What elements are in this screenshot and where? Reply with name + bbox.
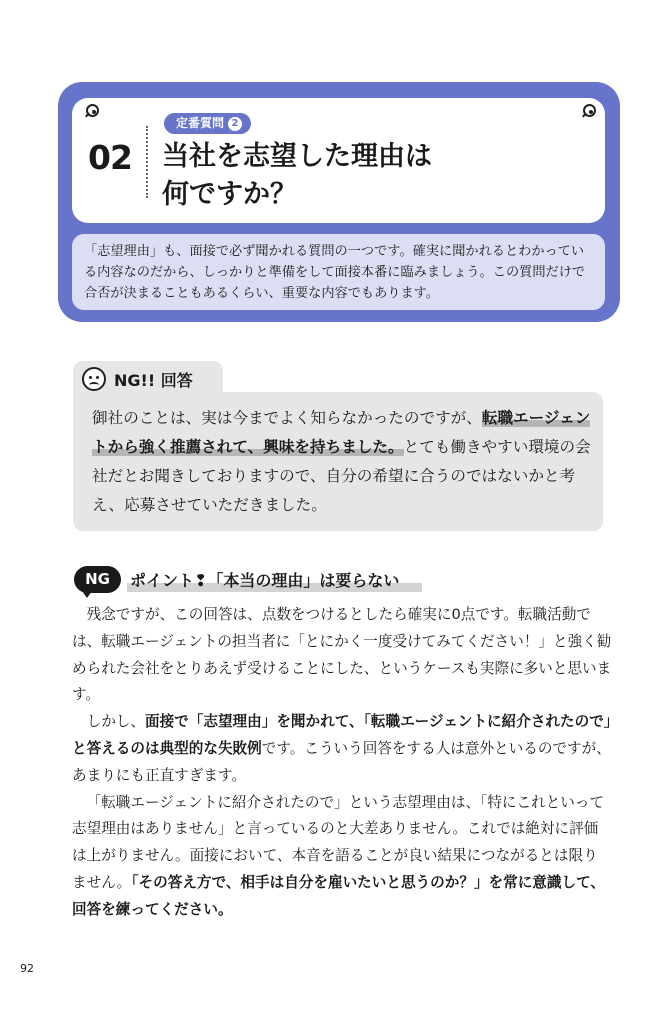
intro-text: 「志望理由」も、面接で必ず聞かれる質問の一つです。確実に聞かれるとわかっている内容なのだから、しっかりと準備をして面接本番に臨みましょう。この質問だけで合否が決まることもあるくらい、重要な内容でもあります。	[84, 244, 586, 301]
ng-text-highlight: 転職エージェントから強く推薦されて、興味を持ちました。	[92, 409, 591, 456]
question-number: 02	[88, 138, 132, 177]
p2-text-a: しかし、	[86, 713, 145, 731]
p3-text-a: 「転職エージェントに紹介されたので」という志望理由は、「特にこれといって志望理由はありません」と言っているのと大差ありません。これでは絶対に評価は上がりません。面接において、本音を語ることが良い結果につながるとは限りません。	[72, 793, 605, 891]
ng-answer-heading: NG!! 回答	[114, 371, 193, 390]
ng-answer-text	[92, 404, 592, 520]
dotted-divider	[146, 126, 148, 198]
magnifier-icon-left	[86, 104, 99, 117]
category-badge	[164, 113, 251, 134]
body-paragraph-1: 残念ですが、この回答は、点数をつけるとしたら確実に0点です。転職活動では、転職エージェントの担当者に「とにかく一度受けてみてください！」と強く勧められた会社をとりあえず受けることにした、というケースも実際に多いと思います。	[72, 606, 612, 704]
body-paragraph-3	[72, 790, 612, 924]
point-heading: ポイント❢「本当の理由」は要らない	[130, 571, 400, 590]
ng-text-after: とても働きやすい環境の会社だとお聞きしておりますので、自分の希望に合うのではないかと考え、応募させていただきました。	[92, 438, 591, 514]
body-paragraph-2	[72, 709, 612, 789]
p2-text-c: です。こういう回答をする人は意外といるのですが、あまりにも正直すぎます。	[72, 739, 611, 784]
page-number: 92	[20, 962, 34, 975]
p3-text-bold: 「その答え方で、相手は自分を雇いたいと思うのか？」を常に意識して、回答を練ってください。	[72, 873, 605, 918]
ng-badge: NG	[74, 566, 121, 593]
magnifier-icon-right	[583, 104, 596, 117]
body-text	[72, 602, 612, 924]
sad-face-icon	[82, 367, 106, 391]
ng-text-before: 御社のことは、実は今までよく知らなかったのですが、	[92, 409, 482, 427]
question-title-line1: 当社を志望した理由は	[162, 141, 432, 172]
badge-label: 定番質問	[176, 116, 225, 130]
p2-text-bold: 面接で「志望理由」を聞かれて、「転職エージェントに紹介されたので」と答えるのは典型的な失敗例	[72, 713, 612, 757]
badge-number: 2	[228, 117, 242, 131]
question-title	[162, 138, 432, 214]
question-title-line2: 何ですか？	[162, 179, 297, 210]
